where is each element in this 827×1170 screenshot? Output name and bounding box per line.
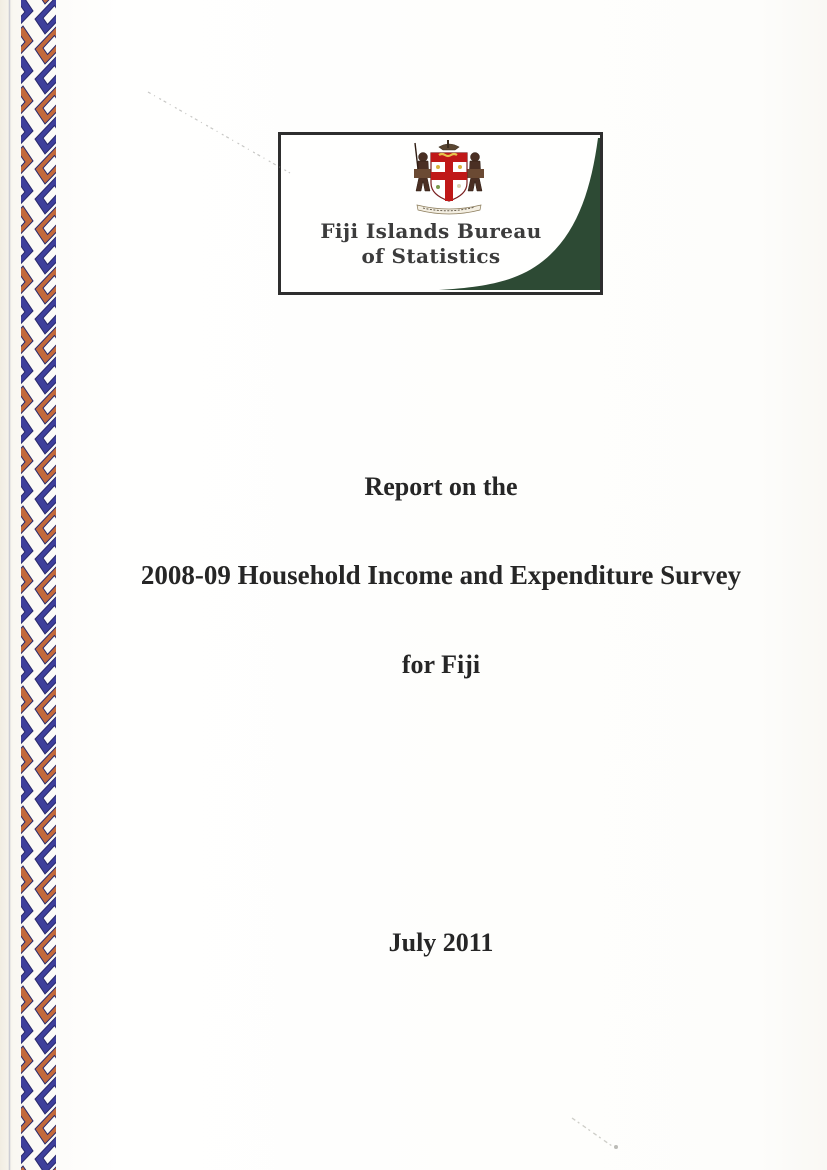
woven-border-pattern [0,0,62,1170]
bureau-name [281,219,581,269]
fiji-coat-of-arms-icon [401,139,497,219]
pencil-squiggle [572,1118,612,1146]
bureau-logo-box [278,132,603,295]
report-title-line2: 2008-09 Household Income and Expenditure Survey [140,560,742,590]
report-date: July 2011 [388,928,494,957]
report-title-line1: Report on the [364,472,518,501]
bureau-name-line1: Fiji Islands Bureau [320,219,542,243]
pencil-dot [614,1145,618,1149]
bureau-name-line2: of Statistics [361,244,501,268]
report-title-line3: for Fiji [401,650,481,679]
scratch-mark [148,92,290,173]
